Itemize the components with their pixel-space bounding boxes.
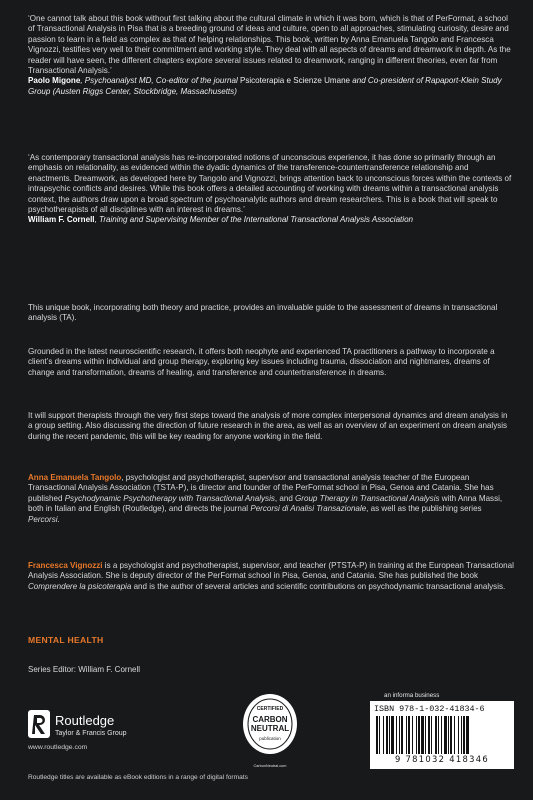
barcode-bar xyxy=(418,716,420,754)
svg-text:publication: publication xyxy=(259,736,281,741)
barcode-bar xyxy=(376,716,378,754)
barcode-bar xyxy=(444,716,447,754)
barcode-bar xyxy=(463,716,465,754)
barcode-bar xyxy=(408,716,410,754)
routledge-r-icon xyxy=(28,710,50,738)
barcode-bar xyxy=(421,716,424,754)
author-bio-tangolo: Anna Emanuela Tangolo, psychologist and psychotherapist, supervisor and transactional analysis teacher of the European Transactional Analysis Association (TSTA-P), is director and founder of the PerFormat school in Pisa, Genoa and Catania. She has published Psychodynamic Psychotherapy with Transactional Analysis, and Group Therapy in Transactional Analysis with Anna Massi, both in Italian and English (Routledge), and directs the journal Percorsi di Analisi Transazionale, as well as the publishing series Percorsi. xyxy=(28,473,503,524)
publisher-group: Taylor & Francis Group xyxy=(55,730,127,737)
isbn-text: ISBN 978-1-032-41834-6 xyxy=(374,704,485,714)
endorsement-migone xyxy=(28,14,514,97)
svg-text:CARBON: CARBON xyxy=(252,715,288,724)
barcode-bar xyxy=(431,716,432,754)
barcode-bar xyxy=(406,716,407,754)
carbon-neutral-url: CarbonNeutral.com xyxy=(253,764,287,768)
publisher-name: Routledge xyxy=(55,713,115,728)
series-editor: Series Editor: William F. Cornell xyxy=(28,665,141,674)
endorsement-attribution: William F. Cornell, Training and Supervising Member of the International Transactional Analysis Association xyxy=(28,215,414,225)
barcode-bar xyxy=(466,716,469,754)
barcode-bar xyxy=(399,716,400,754)
barcode-bars xyxy=(376,716,508,754)
informa-tagline: an informa business xyxy=(384,692,440,699)
description-paragraph: This unique book, incorporating both theory and practice, provides an invaluable guide to the assessment of dreams in transactional analysis (TA). xyxy=(28,303,498,323)
author-name: Francesca Vignozzi xyxy=(28,561,103,570)
barcode-bar xyxy=(454,716,455,754)
barcode-bar xyxy=(435,716,437,754)
barcode-bar xyxy=(412,716,413,754)
barcode-bar xyxy=(450,716,452,754)
endorsement-cornell xyxy=(28,153,514,226)
endorsement-attribution: Paolo Migone, Psychoanalyst MD, Co-editor of the journal Psicoterapia e Scienze Umane and Co-president of Rapaport-Klein Study Group (Austen Riggs Center, Stockbridge, Massachusetts) xyxy=(28,76,502,96)
barcode-bar xyxy=(401,716,403,754)
barcode-bar xyxy=(458,716,459,754)
barcode-bar xyxy=(391,716,394,754)
publisher-url: www.routledge.com xyxy=(28,744,88,751)
barcode-bar xyxy=(389,716,390,754)
barcode-bar xyxy=(438,716,439,754)
barcode-bar xyxy=(379,716,380,754)
author-name: Anna Emanuela Tangolo xyxy=(28,473,122,482)
carbon-neutral-seal xyxy=(241,690,299,762)
barcode-bar xyxy=(448,716,449,754)
description-paragraph: Grounded in the latest neuroscientific research, it offers both neophyte and experienced TA practitioners a pathway to incorporate a client’s dreams within individual and group therapy, exploring key issues including trauma, dissociation and nightmares, dreams of change and transformation, dreams of healing, and transference and countertransference in dreams. xyxy=(28,347,495,377)
svg-text:CERTIFIED: CERTIFIED xyxy=(256,706,284,712)
routledge-logo xyxy=(28,706,148,746)
barcode-bar xyxy=(425,716,426,754)
barcode-bar xyxy=(416,716,417,754)
barcode-bar xyxy=(428,716,430,754)
barcode-bar xyxy=(383,716,384,754)
svg-text:NEUTRAL: NEUTRAL xyxy=(250,724,290,733)
isbn-barcode xyxy=(370,701,514,769)
ebook-availability-note: Routledge titles are available as eBook editions in a range of digital formats xyxy=(28,774,248,781)
barcode-bar xyxy=(461,716,462,754)
subject-category: MENTAL HEALTH xyxy=(28,635,104,645)
endorsement-text: ‘As contemporary transactional analysis has re-incorporated notions of unconscious experience, it has done so primarily through an emphasis on relationality, as evidenced within the dyadic dynamics of the transference-countertransference relationship and enactments. Dreamwork, as developed here by Tangolo and Vignozzi, brings attention back to unconscious forces within the contexts of intrapsychic conflicts and desires. While this book offers a detailed accounting of working with dreams within a transactional analysis context, the authors draw upon a broad spectrum of psychoanalytic authors and dream researchers. This is a book that will speak to psychotherapists of all disciplines with an interest in dreams.’ xyxy=(28,153,512,215)
barcode-digits: 9 781032 418346 xyxy=(394,754,490,764)
barcode-bar xyxy=(396,716,397,754)
barcode-bar xyxy=(386,716,388,754)
barcode-bar xyxy=(441,716,442,754)
author-bio-vignozzi: Francesca Vignozzi is a psychologist and psychotherapist, supervisor, and teacher (PTSTA-P) in training at the European Transactional Analysis Association. She is deputy director of the PerFormat school in Pisa, Genoa, and Catania. She has published the book Comprendere la psicoterapia and is the author of several articles and scientific contributions on psychodynamic transactional analysis. xyxy=(28,561,514,591)
endorsement-text: ‘One cannot talk about this book without first talking about the cultural climate in which it was born, which is that of PerFormat, a school of Transactional Analysis in Pisa that is a breeding ground of ideas and culture, open to all approaches, stimulating curiosity, desire and passion to learn in a field as complex as that of helping relationships. This book, written by Anna Emanuela Tangolo and Francesca Vignozzi, testifies very well to their commitment and working style. They deal with all aspects of dreams and dreamwork in depth. As the reader will have seen, the different chapters explore several issues related to dreamwork, ranging in different theories, even far from Transactional Analysis.’ xyxy=(28,14,511,76)
description-paragraph: It will support therapists through the very first steps toward the analysis of more complex interpersonal dynamics and dream analysis in a group setting. Also discussing the direction of future research in the area, as well as an overview of an experiment on dream analysis during the recent pandemic, this will be key reading for anyone working in the field. xyxy=(28,411,508,441)
